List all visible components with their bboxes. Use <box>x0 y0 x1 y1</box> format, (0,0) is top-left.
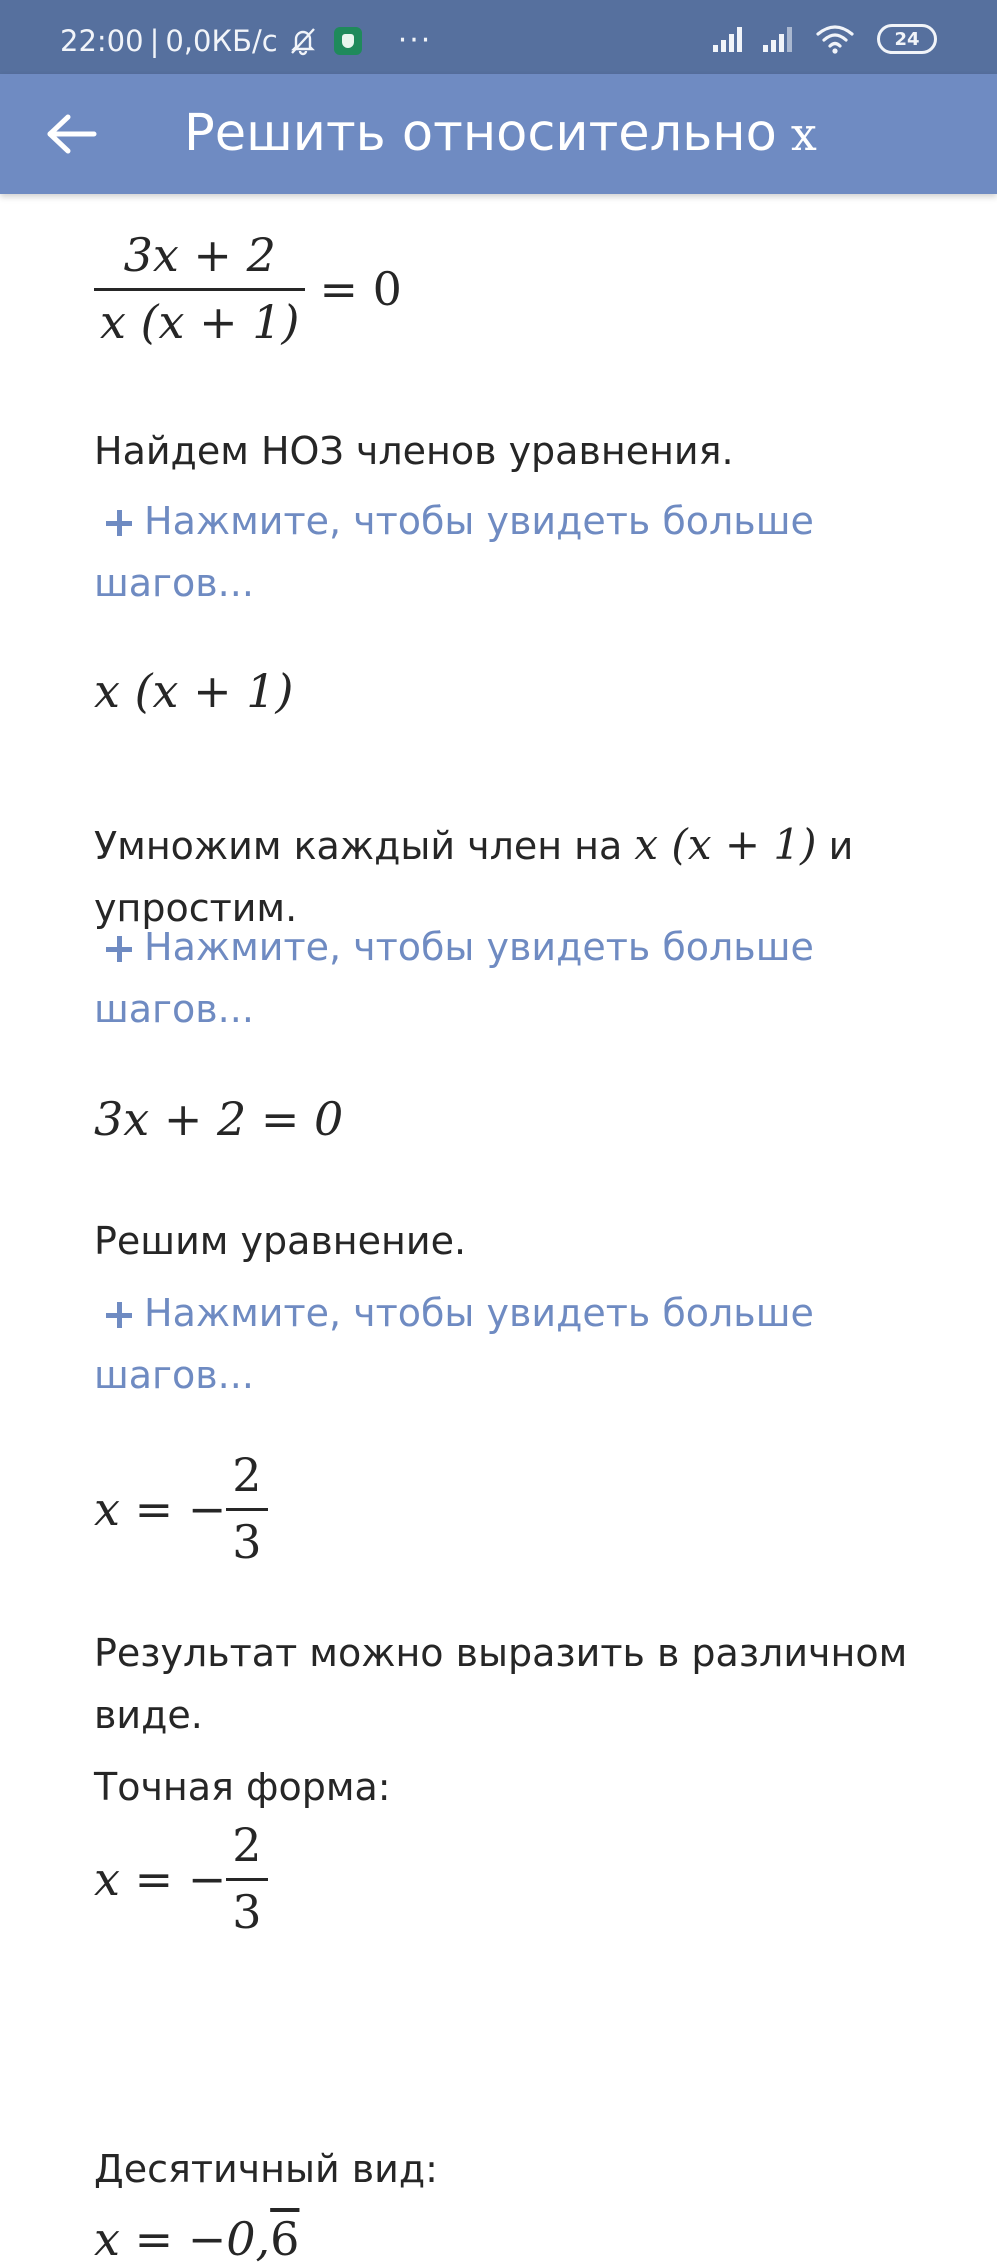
step-1-result: x (x + 1) <box>94 664 294 718</box>
step-2-text-before: Умножим каждый член на <box>94 824 623 868</box>
page-title <box>184 104 817 163</box>
page-title-text: Решить относительно <box>184 104 777 163</box>
exact-form-fraction <box>226 1818 267 1939</box>
status-separator: | <box>149 23 160 58</box>
step-2-text-math: x (x + 1) <box>634 820 817 869</box>
result-intro: Результат можно выразить в различном виде. <box>94 1631 908 1737</box>
app-bar <box>0 74 997 194</box>
equation-rhs: = 0 <box>319 261 402 316</box>
step-3-result-lhs: x = − <box>94 1481 227 1536</box>
battery-icon <box>877 24 937 54</box>
step-2-more-link[interactable] <box>94 916 854 1040</box>
step-3-result-fraction <box>226 1448 267 1569</box>
status-bar <box>0 0 997 74</box>
status-time: 22:00 <box>60 23 144 58</box>
status-left <box>60 23 433 58</box>
original-equation <box>94 228 402 349</box>
step-2-result: 3x + 2 = 0 <box>94 1092 344 1146</box>
wifi-icon <box>815 24 855 54</box>
equation-numerator: 3x + 2 <box>123 228 276 282</box>
page-title-variable: x <box>790 107 817 161</box>
signal-icon-2 <box>761 25 797 53</box>
decimal-form-lhs: x = −0, <box>94 2212 271 2266</box>
step-2-more-link-label: Нажмите, чтобы увидеть больше шагов... <box>94 925 814 1031</box>
signal-icon <box>711 25 747 53</box>
plus-icon <box>106 1302 132 1328</box>
back-arrow-icon[interactable] <box>46 114 98 154</box>
step-3-result-den: 3 <box>226 1508 267 1569</box>
equation-fraction <box>94 228 305 349</box>
app-notification-icon <box>334 27 362 55</box>
decimal-form-value <box>94 2212 299 2266</box>
plus-icon <box>106 510 132 536</box>
step-3-more-link-label: Нажмите, чтобы увидеть больше шагов... <box>94 1291 814 1397</box>
step-1-text: Найдем НОЗ членов уравнения. <box>94 429 734 473</box>
exact-form-num: 2 <box>232 1818 262 1872</box>
step-3-result <box>94 1448 268 1569</box>
plus-icon <box>106 936 132 962</box>
step-3-text: Решим уравнение. <box>94 1219 467 1263</box>
exact-form-value <box>94 1818 268 1939</box>
status-speed: 0,0КБ/с <box>165 23 278 58</box>
status-right <box>711 24 937 54</box>
step-3-more-link[interactable] <box>94 1282 854 1406</box>
decimal-form-repeat: 6 <box>270 2212 300 2266</box>
step-1-more-link[interactable] <box>94 490 854 614</box>
bell-off-icon <box>288 26 318 56</box>
step-2-text-after: и упростим. <box>94 824 854 930</box>
decimal-form-label: Десятичный вид: <box>94 2147 438 2191</box>
exact-form-den: 3 <box>226 1878 267 1939</box>
step-1-more-link-label: Нажмите, чтобы увидеть больше шагов... <box>94 499 814 605</box>
step-3-result-num: 2 <box>232 1448 262 1502</box>
exact-form-lhs: x = − <box>94 1851 227 1906</box>
battery-level: 24 <box>894 28 920 50</box>
exact-form-label: Точная форма: <box>94 1765 391 1809</box>
more-notifications-icon: ··· <box>397 23 433 58</box>
equation-denominator: x (x + 1) <box>94 288 305 349</box>
